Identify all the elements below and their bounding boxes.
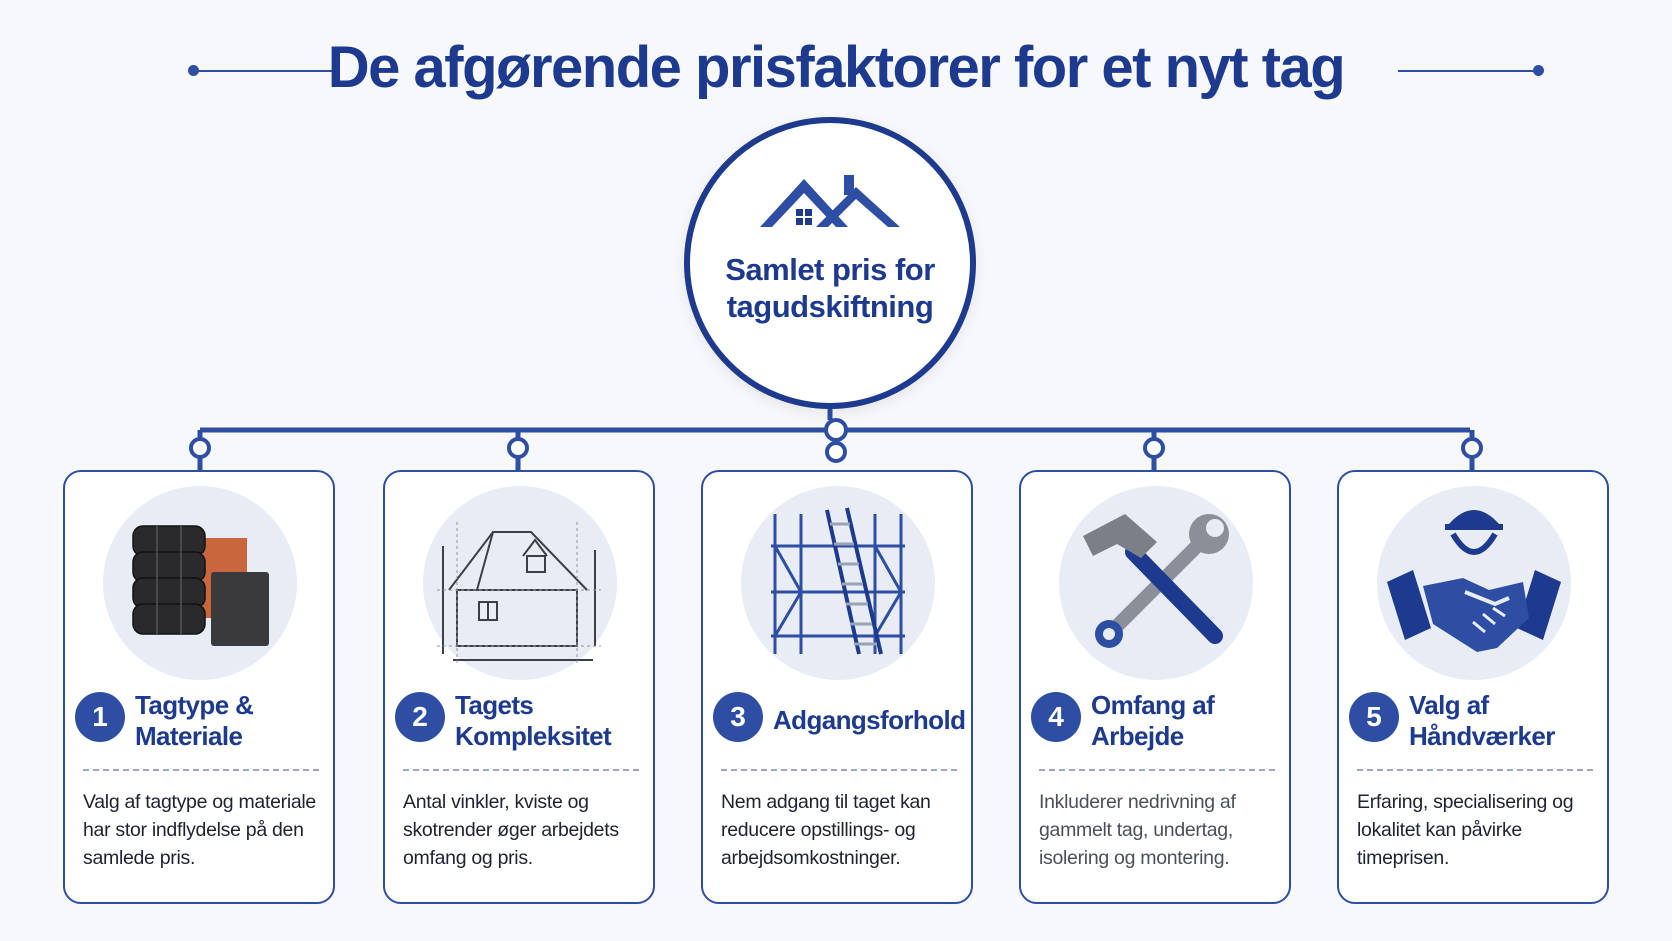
factor-card-2 <box>383 470 655 904</box>
connector-node <box>827 443 845 461</box>
factor-heading: Valg af Håndværker <box>1409 690 1555 751</box>
icon-circle <box>1377 486 1571 680</box>
factor-heading: Tagtype & Materiale <box>135 690 254 751</box>
factor-number: 1 <box>75 692 125 742</box>
divider <box>403 769 639 771</box>
connector-node <box>826 420 846 440</box>
factor-number: 5 <box>1349 692 1399 742</box>
factor-description: Inkluderer nedrivning af gammelt tag, undertag, isolering og montering. <box>1039 791 1236 869</box>
hub-label: Samlet pris for tagudskiftning <box>725 252 935 324</box>
page-title: De afgørende prisfaktorer for et nyt tag <box>327 35 1345 100</box>
divider <box>1039 769 1275 771</box>
connector-node <box>1145 439 1163 457</box>
factor-card-4 <box>1019 470 1291 904</box>
factor-description: Valg af tagtype og materiale har stor indflydelse på den samlede pris. <box>83 791 316 869</box>
scaffolding-ladder-icon <box>741 486 935 680</box>
house-roof-icon <box>760 165 910 235</box>
factor-card-1 <box>63 470 335 904</box>
divider <box>83 769 319 771</box>
house-blueprint-icon <box>423 486 617 680</box>
connector-node <box>191 439 209 457</box>
divider <box>721 769 957 771</box>
connector-node <box>1463 439 1481 457</box>
factor-heading: Adgangsforhold <box>773 705 966 735</box>
factor-number: 4 <box>1031 692 1081 742</box>
factor-card-3 <box>701 470 973 904</box>
divider <box>1357 769 1593 771</box>
factor-card-5 <box>1337 470 1609 904</box>
icon-circle <box>741 486 935 680</box>
icon-circle <box>103 486 297 680</box>
factor-number: 3 <box>713 692 763 742</box>
factor-heading: Omfang af Arbejde <box>1091 690 1215 751</box>
handshake-helmet-icon <box>1377 486 1571 680</box>
factor-description: Erfaring, specialisering og lokalitet kan påvirke timeprisen. <box>1357 791 1574 869</box>
connector-node <box>509 439 527 457</box>
hammer-wrench-icon <box>1059 486 1253 680</box>
factor-heading: Tagets Kompleksitet <box>455 690 612 751</box>
factor-description: Nem adgang til taget kan reducere opstillings- og arbejdsomkostninger. <box>721 791 931 869</box>
factor-number: 2 <box>395 692 445 742</box>
roof-tiles-icon <box>103 486 297 680</box>
icon-circle <box>1059 486 1253 680</box>
total-price-hub <box>684 117 976 409</box>
factor-description: Antal vinkler, kviste og skotrender øger arbejdets omfang og pris. <box>403 791 619 869</box>
icon-circle <box>423 486 617 680</box>
